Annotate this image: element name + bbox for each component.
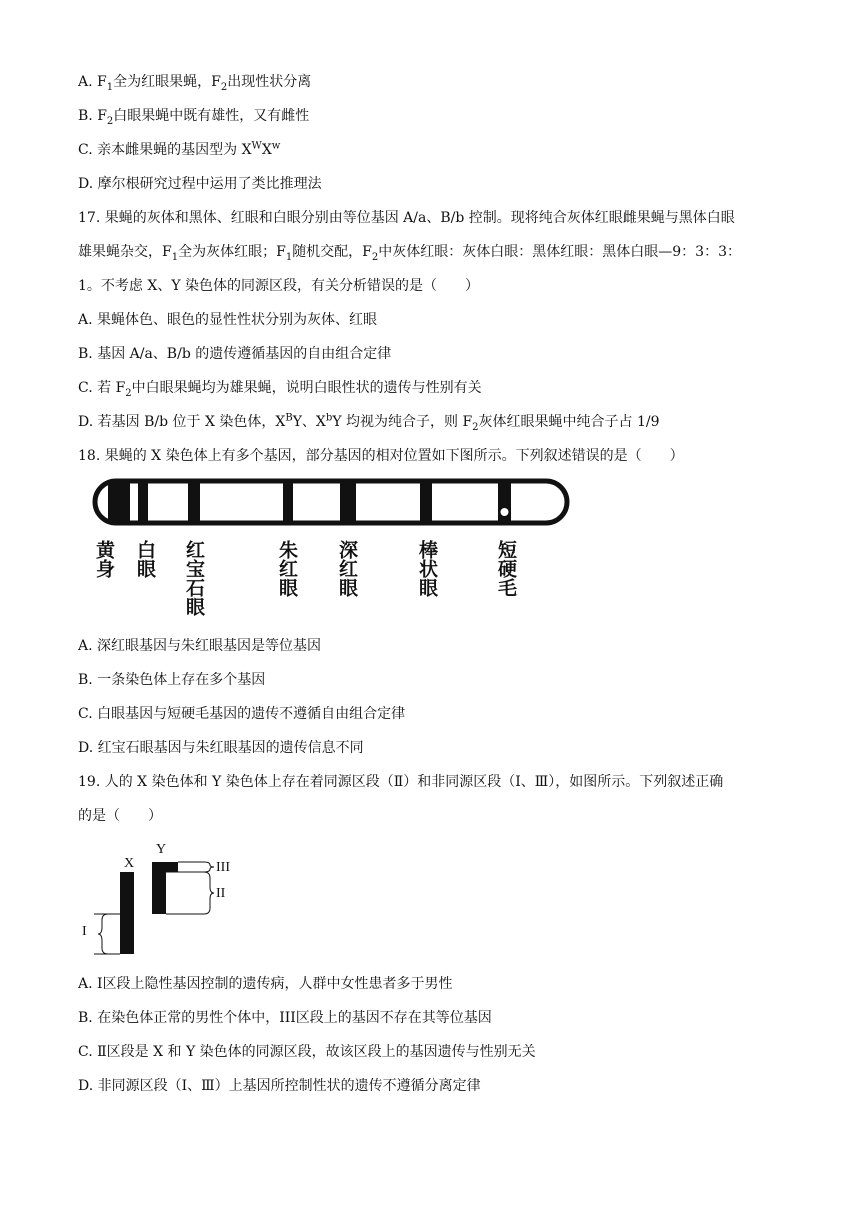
q17-option-b: B. 基因 A/a、B/b 的遗传遵循基因的自由组合定律 (78, 346, 392, 362)
label-x: X (124, 856, 135, 871)
band-carmine-eye (340, 481, 356, 523)
gene-label-carmine-eye: 深红眼 (336, 540, 358, 597)
q18-option-d: D. 红宝石眼基因与朱红眼基因的遗传信息不同 (78, 740, 364, 756)
brace-i (98, 914, 108, 954)
gene-label-white-eye: 白眼 (134, 540, 156, 578)
brace-iii (204, 862, 214, 872)
q19-stem-line2: 的是（ ） (78, 808, 162, 824)
chromosome-body (95, 481, 567, 523)
brace-ii (204, 872, 214, 914)
q18-option-c: C. 白眼基因与短硬毛基因的遗传不遵循自由组合定律 (78, 706, 406, 722)
q17-stem-line2: 雄果蝇杂交，$F_1$全为灰体红眼；$F_1$随机交配，$F_2$中灰体红眼：灰体白眼：黑体红眼：黑体白眼—9：3：3： (78, 244, 742, 263)
q16-option-a: A. $F_1$全为红眼果蝇，$F_2$出现性状分离 (78, 74, 312, 93)
q17-option-a: A. 果蝇体色、眼色的显性性状分别为灰体、红眼 (78, 312, 378, 328)
q17-option-c: C. 若 $F_2$中白眼果蝇均为雄果蝇，说明白眼性状的遗传与性别有关 (78, 380, 482, 399)
label-ii: II (216, 886, 226, 901)
gene-label-vermilion-eye: 朱红眼 (276, 540, 298, 597)
q17-stem-line1: 17. 果蝇的灰体和黑体、红眼和白眼分别由等位基因 A/a、B/b 控制。现将纯合灰体红眼雌果蝇与黑体白眼 (78, 210, 735, 226)
band-bristle (498, 481, 511, 523)
q19-option-a: A. Ⅰ区段上隐性基因控制的遗传病，人群中女性患者多于男性 (78, 976, 453, 992)
gene-label-bar-eye: 棒状眼 (416, 540, 438, 597)
q17-stem-line3: 1。不考虑 X、Y 染色体的同源区段，有关分析错误的是（ ） (78, 278, 480, 294)
q16-option-b: B. $F_2$白眼果蝇中既有雄性，又有雌性 (78, 108, 310, 127)
label-iii: III (216, 860, 230, 875)
y-chromosome-top (152, 862, 178, 872)
xy-chromosome-diagram (76, 840, 246, 960)
gene-label-bristle: 短硬毛 (495, 540, 517, 597)
q18-stem: 18. 果蝇的 X 染色体上有多个基因，部分基因的相对位置如下图所示。下列叙述错误的是（ ） (78, 448, 684, 464)
q18-option-a: A. 深红眼基因与朱红眼基因是等位基因 (78, 638, 322, 654)
band-yellow-body (108, 481, 130, 523)
band-white-eye (138, 481, 148, 523)
band-bar-eye (420, 481, 432, 523)
label-y: Y (156, 842, 167, 857)
q16-option-c: C. 亲本雌果蝇的基因型为 $X^WX^w$ (78, 140, 281, 158)
q19-option-c: C. Ⅱ区段是 X 和 Y 染色体的同源区段，故该区段上的基因遗传与性别无关 (78, 1044, 536, 1060)
q17-option-d: D. 若基因 B/b 位于 X 染色体，$X^BY$、$X^bY$ 均视为纯合子，则 $F_2$灰体红眼果蝇中纯合子占 1/9 (78, 412, 660, 433)
gene-label-yellow-body: 黄身 (93, 540, 115, 578)
q16-option-d: D. 摩尔根研究过程中运用了类比推理法 (78, 176, 322, 192)
band-ruby-eye (188, 481, 200, 523)
gene-label-ruby-eye: 红宝石眼 (183, 540, 205, 616)
chromosome-diagram (90, 478, 580, 628)
q19-option-b: B. 在染色体正常的男性个体中，III区段上的基因不存在其等位基因 (78, 1010, 492, 1026)
band-vermilion-eye (283, 481, 293, 523)
x-chromosome (120, 872, 134, 954)
q18-option-b: B. 一条染色体上存在多个基因 (78, 672, 266, 688)
q19-option-d: D. 非同源区段（Ⅰ、Ⅲ）上基因所控制性状的遗传不遵循分离定律 (78, 1078, 481, 1094)
centromere-dot (501, 509, 508, 516)
chromosome-drawing (90, 478, 580, 528)
q19-stem-line1: 19. 人的 X 染色体和 Y 染色体上存在着同源区段（Ⅱ）和非同源区段（Ⅰ、Ⅲ），如图所示。下列叙述正确 (78, 774, 724, 790)
label-i: I (82, 924, 87, 939)
